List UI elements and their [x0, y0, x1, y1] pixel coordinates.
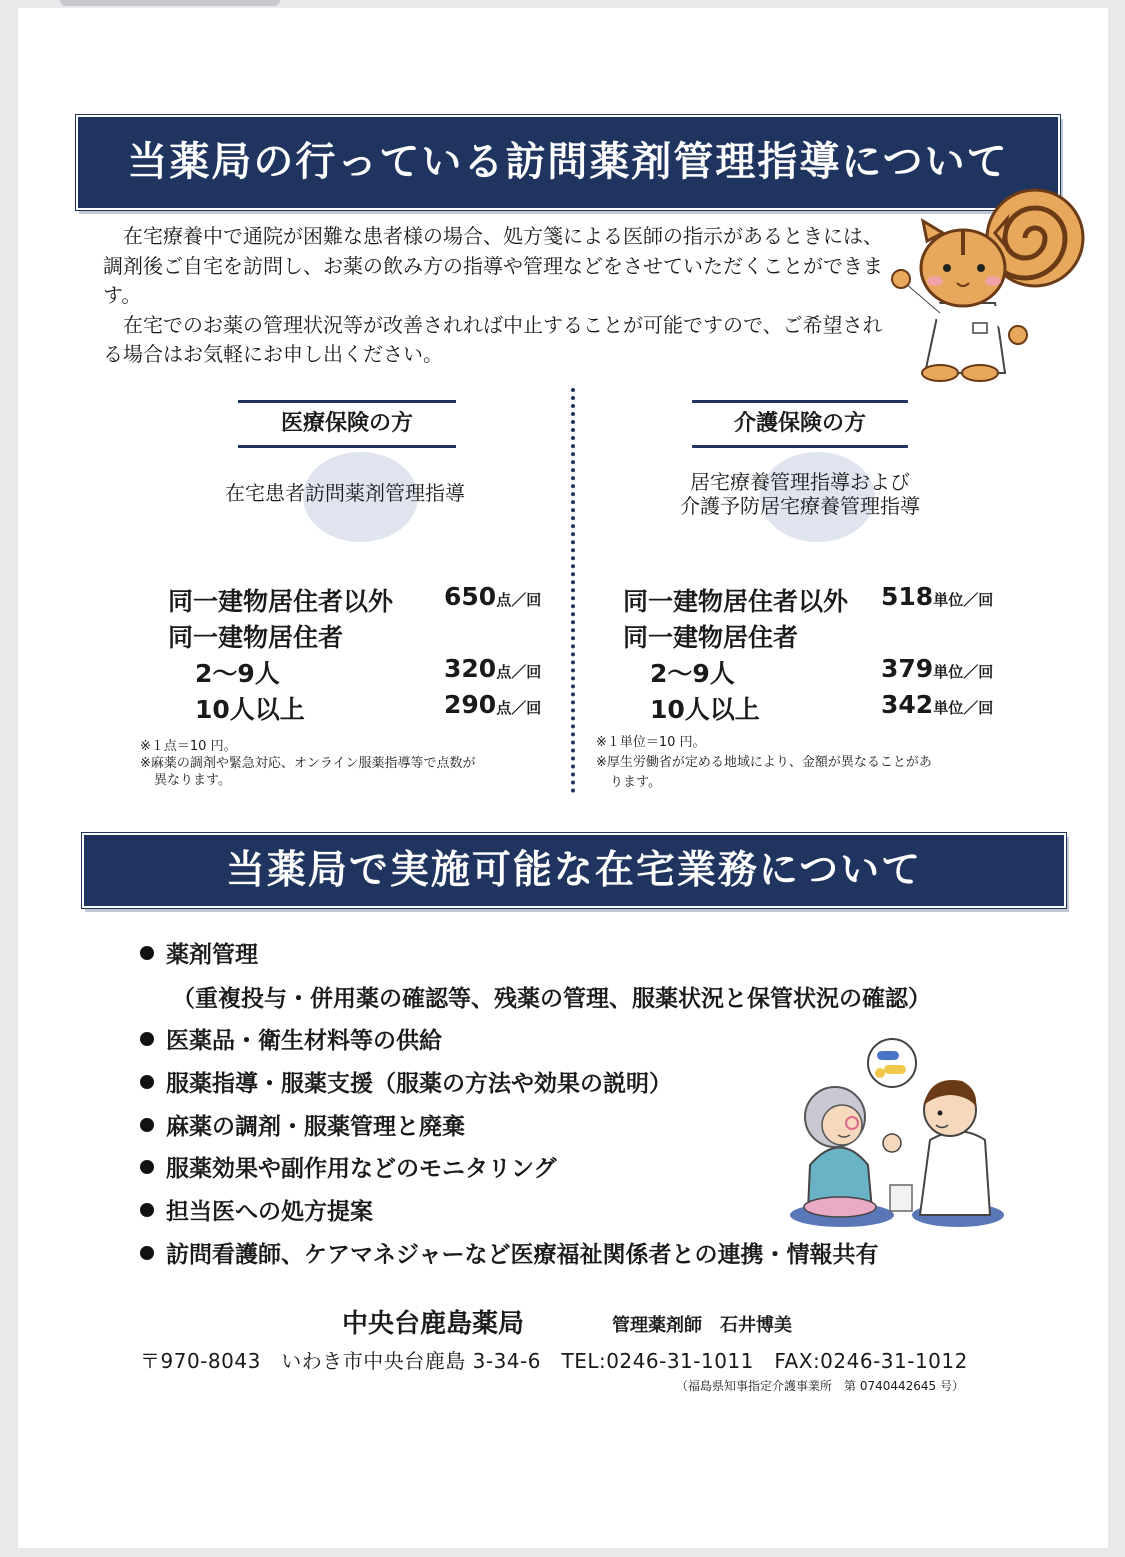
contact-address: 〒970-8043 いわき市中央台鹿島 3-34-6 TEL:0246-31-1011 FAX:0246-31-1012	[140, 1349, 968, 1373]
medical-row-label: 同一建物居住者	[168, 623, 344, 652]
medical-insurance-heading: 医療保険の方	[238, 400, 456, 448]
bullet-icon	[140, 1160, 154, 1174]
medical-row-rate: 290点／回	[444, 690, 542, 719]
bullet-icon	[140, 1203, 154, 1217]
page-title: 当薬局の行っている訪問薬剤管理指導について	[127, 139, 1009, 185]
care-row-label: 同一建物居住者以外	[623, 587, 849, 616]
medical-insurance-subtitle: 在宅患者訪問薬剤管理指導	[225, 481, 465, 505]
list-item: 麻薬の調剤・服薬管理と廃棄	[140, 1108, 465, 1141]
medical-note-2b: 異なります。	[154, 773, 231, 788]
list-item: 薬剤管理	[140, 936, 258, 969]
manager-name: 管理薬剤師 石井博美	[612, 1315, 792, 1336]
services-title: 当薬局で実施可能な在宅業務について	[225, 848, 923, 893]
list-item: 医薬品・衛生材料等の供給	[140, 1022, 442, 1055]
medical-note-1: ※１点＝10 円。	[140, 739, 237, 754]
list-item: 服薬指導・服薬支援（服薬の方法や効果の説明）	[140, 1065, 672, 1098]
medical-row-label: 2～9人	[195, 659, 280, 688]
pharmacist-visit-illustration	[780, 1035, 1005, 1230]
list-item: 訪問看護師、ケアマネジャーなど医療福祉関係者との連携・情報共有	[140, 1236, 879, 1269]
intro-text	[103, 222, 883, 370]
column-divider	[571, 388, 575, 793]
medical-row-rate: 650点／回	[444, 582, 542, 611]
page-tab-edge	[60, 0, 280, 6]
bullet-icon	[140, 1118, 154, 1132]
bullet-icon	[140, 1032, 154, 1046]
care-insurance-subtitle: 居宅療養管理指導および 介護予防居宅療養管理指導	[680, 470, 920, 518]
bullet-icon	[140, 1075, 154, 1089]
intro-paragraph-1: 在宅療養中で通院が困難な患者様の場合、処方箋による医師の指示があるときには、調剤後ご自宅を訪問し、お薬の飲み方の指導や管理などをさせていただくことができます。	[103, 224, 883, 307]
medical-row-label: 同一建物居住者以外	[168, 587, 394, 616]
care-row-rate: 379単位／回	[881, 654, 994, 683]
care-row-label: 同一建物居住者	[623, 623, 799, 652]
bullet-icon	[140, 946, 154, 960]
list-item: 服薬効果や副作用などのモニタリング	[140, 1150, 557, 1183]
care-row-rate: 342単位／回	[881, 690, 994, 719]
services-title-banner	[82, 833, 1066, 908]
pharmacy-name: 中央台鹿島薬局	[342, 1309, 525, 1339]
medical-note-2a: ※麻薬の調剤や緊急対応、オンライン服薬指導等で点数が	[140, 756, 476, 771]
care-note-1: ※１単位＝10 円。	[596, 735, 706, 750]
list-item-detail: （重複投与・併用薬の確認等、残薬の管理、服薬状況と保管状況の確認）	[172, 986, 931, 1012]
care-note-2a: ※厚生労働省が定める地域により、金額が異なることがあ	[596, 755, 932, 770]
list-item: 担当医への処方提案	[140, 1193, 373, 1226]
care-row-label: 10人以上	[650, 695, 760, 724]
registration-number: （福島県知事指定介護事業所 第 0740442645 号）	[676, 1379, 964, 1393]
medical-row-label: 10人以上	[195, 695, 305, 724]
care-row-label: 2～9人	[650, 659, 735, 688]
care-insurance-heading: 介護保険の方	[692, 400, 908, 448]
bullet-icon	[140, 1246, 154, 1260]
care-row-rate: 518単位／回	[881, 582, 994, 611]
medical-row-rate: 320点／回	[444, 654, 542, 683]
care-note-2b: ります。	[610, 775, 661, 790]
intro-paragraph-2: 在宅でのお薬の管理状況等が改善されれば中止することが可能ですので、ご希望される場合はお気軽にお申し出ください。	[103, 312, 883, 366]
squirrel-pharmacist-illustration	[885, 183, 1085, 383]
